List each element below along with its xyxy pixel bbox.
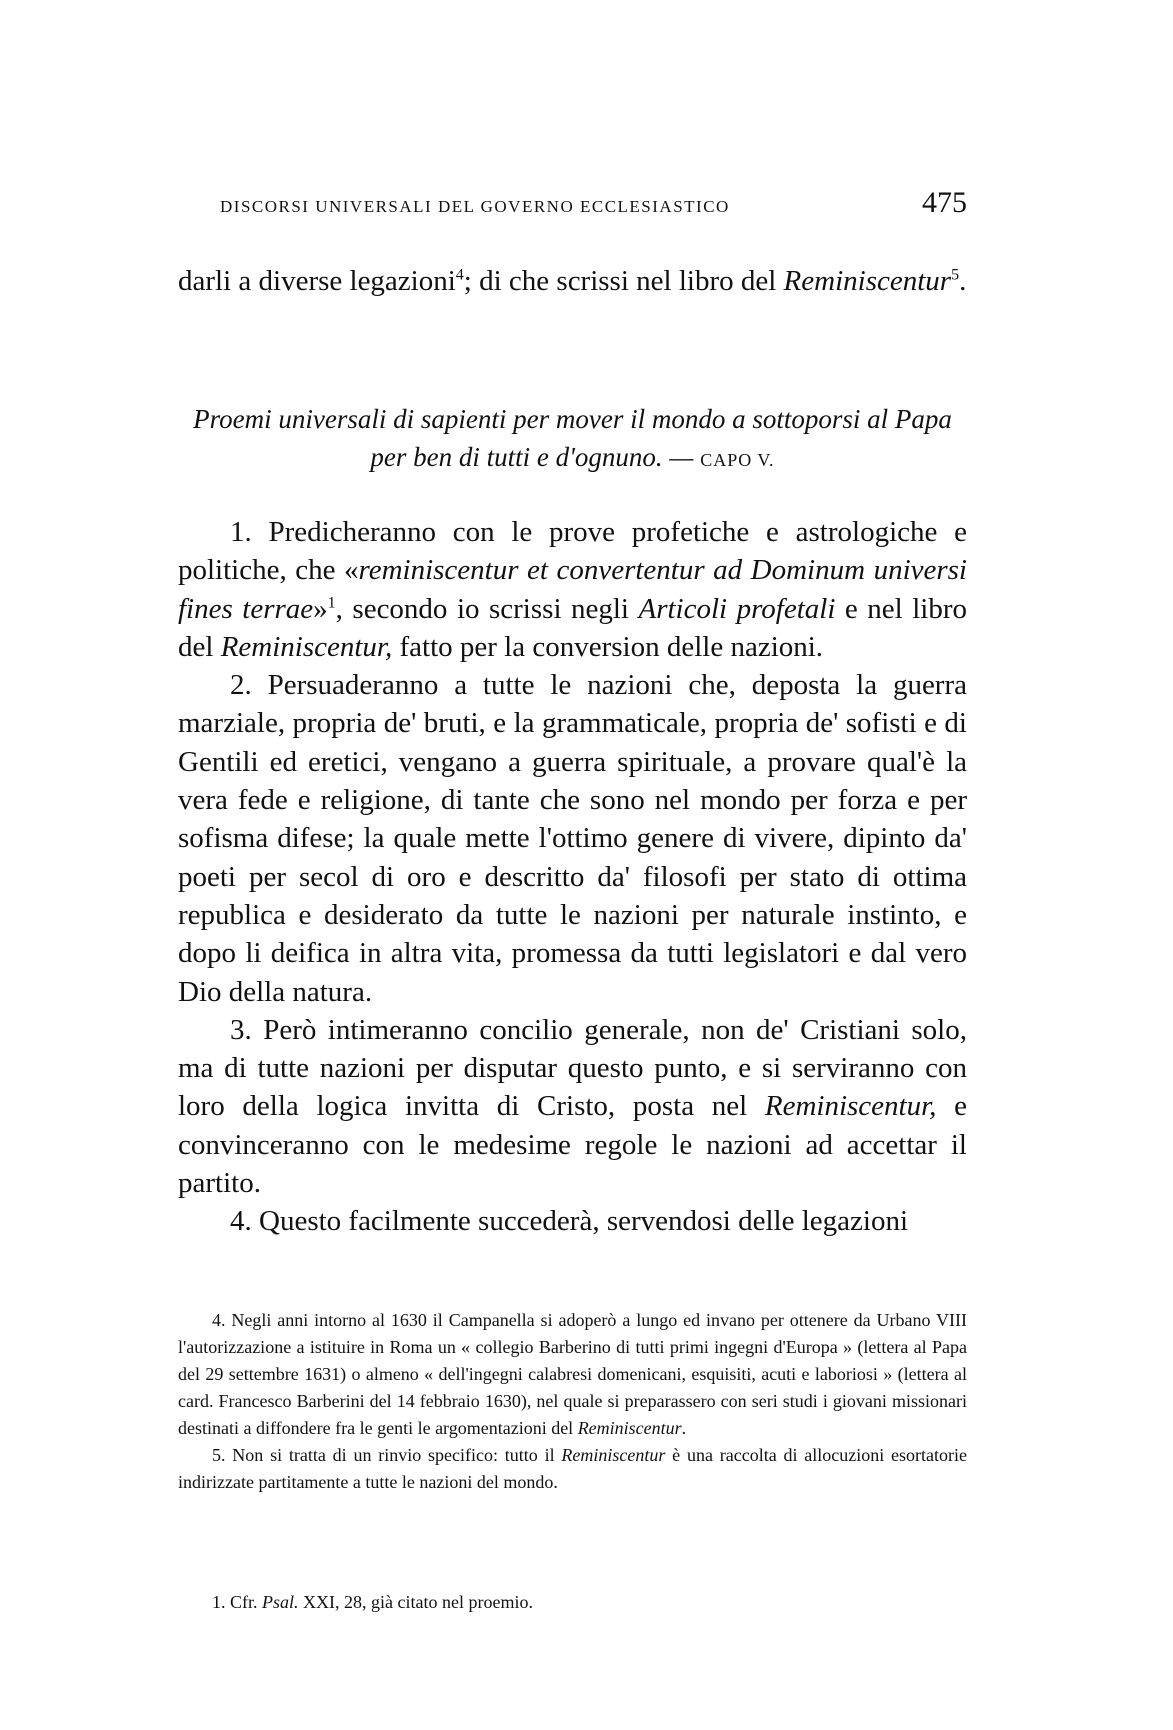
footnote-text: è una raccolta di allocuzioni esortatorie indirizzate partitamente a tutte le nazioni del mondo. bbox=[178, 1445, 968, 1492]
continuation-text: darli a diverse legazioni bbox=[178, 265, 456, 297]
book-title-reminiscentur: Reminiscentur, bbox=[764, 1090, 937, 1123]
book-title-reminiscentur: Reminiscentur bbox=[783, 265, 952, 297]
book-title-articoli: Articoli profetali bbox=[638, 592, 836, 625]
chapter-dash: — bbox=[662, 442, 701, 472]
continuation-text: . bbox=[959, 265, 967, 297]
paragraph-1 bbox=[178, 513, 967, 666]
paragraph-4: 4. Questo facilmente succederà, servendosi delle legazioni bbox=[230, 1205, 909, 1238]
chapter-number: CAPO V. bbox=[700, 450, 775, 470]
footnote-text: 5. Non si tratta di un rinvio specifico: tutto il bbox=[212, 1445, 562, 1465]
footnote-text: 4. Negli anni intorno al 1630 il Campanella si adoperò a lungo ed invano per ottenere da Urbano VIII l'autorizzazione a istituire in Roma un « collegio Barberino di tutti primi ingegni d'Europa » (lettera al Papa del 29 settembre 1631) o almeno « dell'ingegni calabresi domenicani, esquisiti, acuti e laboriosi » (lettera al card. Francesco Barberini del 14 febbraio 1630), nel quale si preparassero con seri studi i giovani missionari destinati a diffondere fra le genti le argomentazioni del bbox=[178, 1310, 967, 1438]
chapter-title bbox=[178, 400, 967, 479]
book-title-reminiscentur: Reminiscentur bbox=[577, 1418, 682, 1438]
footnote-1 bbox=[178, 1589, 967, 1616]
paragraph-3 bbox=[178, 1011, 967, 1202]
footnote-text: . bbox=[681, 1418, 687, 1438]
paragraph-text: 3. Però intimeranno concilio generale, non de' Cristiani solo, ma di tutte nazioni per disputar questo punto, e si serviranno con loro della logica invitta di Cristo, posta nel bbox=[178, 1013, 967, 1123]
continuation-text: ; di che scrissi nel libro del bbox=[463, 265, 784, 297]
footnote-text: XXI, 28, già citato nel proemio. bbox=[298, 1592, 533, 1612]
footnote-text: 1. Cfr. bbox=[212, 1592, 263, 1612]
footnote-ref-5: 5 bbox=[951, 266, 960, 284]
footnotes bbox=[178, 1307, 967, 1496]
paragraph-text: e nel libro del bbox=[178, 592, 967, 663]
paragraph-text: fatto per la conversion delle nazioni. bbox=[392, 630, 824, 663]
latin-quote: reminiscentur et convertentur ad Dominum universi fines terrae bbox=[178, 554, 967, 625]
page-number: 475 bbox=[922, 186, 967, 219]
running-head: DISCORSI UNIVERSALI DEL GOVERNO ECCLESIASTICO bbox=[220, 197, 730, 216]
paragraph-text: e convinceranno con le medesime regole le nazioni ad accettar il partito. bbox=[178, 1090, 967, 1200]
continuation-paragraph bbox=[178, 262, 967, 300]
footnote-4 bbox=[178, 1307, 967, 1442]
paragraph-text: , secondo io scrissi negli bbox=[335, 592, 639, 625]
paragraph-2: 2. Persuaderanno a tutte le nazioni che, deposta la guerra marziale, propria de' bruti, e la grammaticale, propria de' sofisti e di Gentili ed eretici, vengano a guerra spirituale, a provare qual'è la vera fede e religione, di tante che sono nel mondo per forza e per sofisma difese; la quale mette l'ottimo genere di vivere, dipinto da' poeti per secol di oro e descritto da' filosofi per stato di ottima republica e desiderato da tutte le nazioni per naturale instinto, e dopo li deifica in altra vita, promessa da tutti legislatori e dal vero Dio della natura. bbox=[178, 669, 967, 1008]
book-title-reminiscentur: Reminiscentur, bbox=[220, 630, 393, 663]
footnote-ref-1: 1 bbox=[327, 593, 336, 611]
paragraph-text: » bbox=[313, 592, 328, 625]
chapter-title-text: Proemi universali di sapienti per mover il mondo a sottoporsi al Papa per ben di tutti e d'ognuno. bbox=[193, 404, 952, 472]
paragraph-text: 1. Predicheranno con le prove profetiche e astrologiche e politiche, che « bbox=[178, 516, 967, 587]
psalm-abbrev: Psal. bbox=[262, 1592, 299, 1612]
footnote-ref-4: 4 bbox=[455, 266, 464, 284]
book-title-reminiscentur: Reminiscentur bbox=[561, 1445, 666, 1465]
body-text bbox=[178, 513, 967, 1241]
footnote-5 bbox=[178, 1442, 967, 1496]
page-header bbox=[178, 186, 967, 220]
